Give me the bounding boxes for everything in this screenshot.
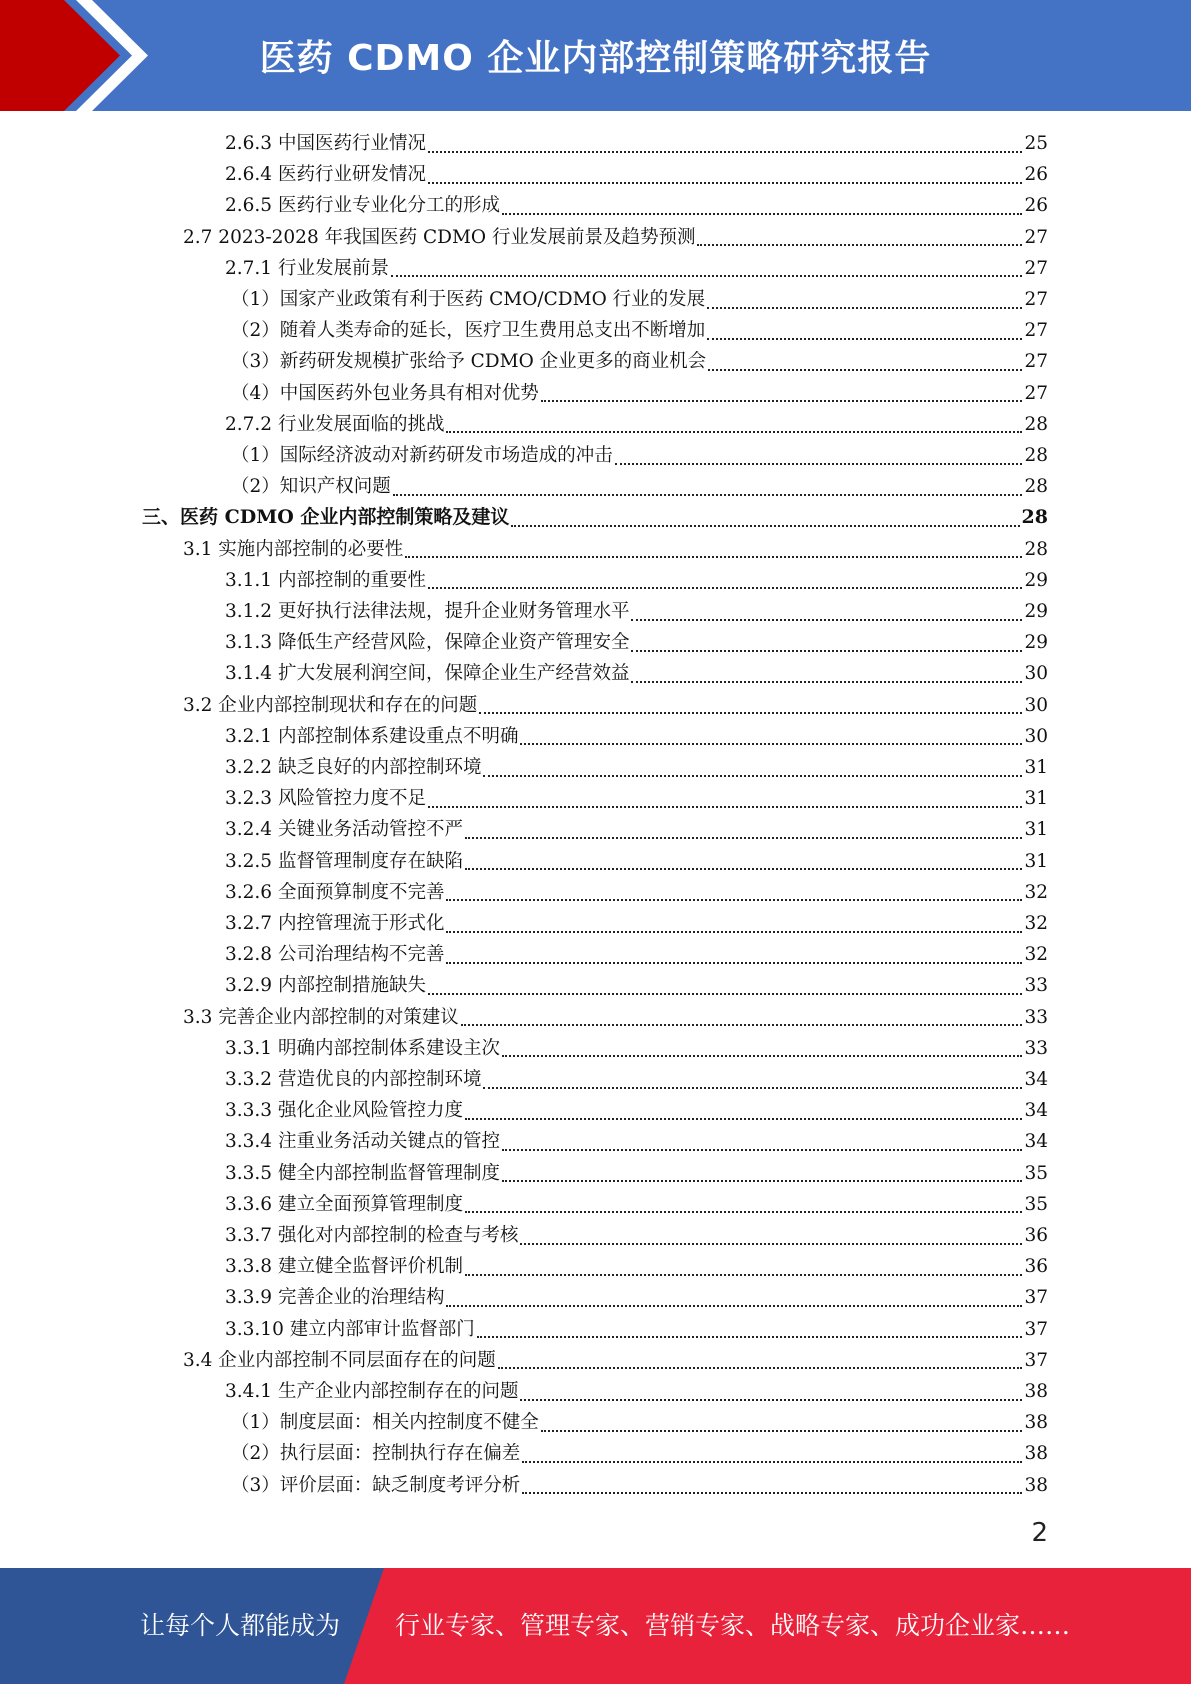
toc-entry-page: 30 [1024,725,1048,747]
toc-entry-label: 3.2.5 监督管理制度存在缺陷 [225,850,463,872]
toc-entry[interactable] [225,596,1048,627]
toc-entry[interactable] [225,190,1048,221]
toc-entry-page: 26 [1024,195,1048,217]
toc-dot-leader [461,1024,1023,1026]
toc-entry[interactable] [231,440,1048,471]
toc-entry[interactable] [225,846,1048,877]
toc-entry-page: 28 [1024,538,1048,560]
toc-entry-page: 29 [1024,569,1048,591]
toc-entry[interactable] [225,253,1048,284]
toc-entry[interactable] [225,752,1048,783]
toc-entry[interactable] [225,908,1048,939]
toc-entry-label: （3）评价层面：缺乏制度考评分析 [231,1474,521,1496]
toc-entry-page: 38 [1024,1381,1048,1402]
toc-dot-leader [405,556,1022,558]
toc-entry-label: （4）中国医药外包业务具有相对优势 [231,382,539,404]
toc-dot-leader [541,400,1023,402]
toc-dot-leader [446,899,1022,901]
toc-entry-page: 33 [1024,1037,1048,1059]
toc-dot-leader [428,806,1022,808]
toc-entry-page: 29 [1024,601,1048,622]
toc-entry-label: 3.3.10 建立内部审计监督部门 [225,1318,475,1340]
footer-slogan-left: 让每个人都能成为 [140,1611,341,1640]
toc-entry[interactable] [225,1282,1048,1313]
toc-dot-leader [483,775,1022,777]
toc-entry-label: 2.6.3 中国医药行业情况 [225,133,426,154]
toc-dot-leader [520,743,1022,745]
toc-dot-leader [465,868,1022,870]
toc-entry-page: 34 [1024,1069,1048,1090]
toc-entry-label: 3.1.1 内部控制的重要性 [225,569,426,591]
toc-entry-page: 35 [1024,1162,1048,1184]
toc-entry-page: 31 [1024,850,1048,872]
toc-entry-page: 28 [1024,476,1048,498]
toc-entry-page: 37 [1024,1349,1048,1371]
toc-entry-label: （1）国际经济波动对新药研发市场造成的冲击 [231,445,613,466]
toc-dot-leader [502,213,1022,215]
toc-entry-page: 28 [1024,413,1048,435]
toc-entry-label: 2.6.4 医药行业研发情况 [225,164,426,186]
toc-entry-page: 33 [1024,1006,1048,1028]
toc-entry-page: 32 [1024,913,1048,934]
toc-entry[interactable] [231,1438,1048,1469]
toc-entry-label: 2.7.2 行业发展面临的挑战 [225,413,445,435]
toc-entry-label: （3）新药研发规模扩张给予 CDMO 企业更多的商业机会 [231,351,707,373]
toc-dot-leader [707,307,1022,309]
toc-entry[interactable] [231,378,1048,409]
toc-entry-label: 3.3.7 强化对内部控制的检查与考核 [225,1225,519,1246]
report-title: 医药 CDMO 企业内部控制策略研究报告 [259,38,932,79]
toc-dot-leader [477,1336,1023,1338]
toc-entry-label: 3.2.9 内部控制措施缺失 [225,975,426,997]
toc-entry[interactable] [225,1064,1048,1095]
toc-entry[interactable] [225,409,1048,440]
toc-dot-leader [502,1055,1022,1057]
toc-entry[interactable] [225,1158,1048,1189]
toc-entry-page: 38 [1024,1474,1048,1496]
toc-entry[interactable] [225,658,1048,689]
toc-entry-label: 3.4.1 生产企业内部控制存在的问题 [225,1381,519,1402]
toc-entry-page: 31 [1024,788,1048,810]
toc-dot-leader [615,463,1023,465]
toc-entry-page: 26 [1024,164,1048,186]
toc-dot-leader [498,1367,1023,1369]
toc-entry[interactable] [225,1220,1048,1251]
toc-entry-label: （2）随着人类寿命的延长，医疗卫生费用总支出不断增加 [231,320,706,342]
toc-entry-page: 34 [1024,1100,1048,1122]
toc-entry-label: （2）知识产权问题 [231,476,391,498]
toc-entry-label: 3.3 完善企业内部控制的对策建议 [183,1006,459,1028]
toc-entry-page: 27 [1024,382,1048,404]
toc-dot-leader [446,962,1022,964]
toc-dot-leader [502,1149,1022,1151]
toc-entry[interactable] [231,284,1048,315]
toc-entry-label: 3.2.3 风险管控力度不足 [225,788,426,810]
toc-entry-page: 27 [1024,351,1048,373]
toc-entry[interactable] [142,502,1048,533]
toc-entry-page: 35 [1024,1193,1048,1215]
toc-dot-leader [520,1399,1022,1401]
toc-entry-page: 37 [1024,1287,1048,1309]
toc-entry-page: 27 [1024,289,1048,310]
page-number: 2 [1031,1518,1048,1548]
toc-dot-leader [707,338,1022,340]
toc-entry-label: （1）国家产业政策有利于医药 CMO/CDMO 行业的发展 [231,289,706,310]
toc-entry-label: （2）执行层面：控制执行存在偏差 [231,1443,521,1465]
toc-entry-label: 3.3.6 建立全面预算管理制度 [225,1193,463,1215]
toc-entry-page: 29 [1024,632,1048,654]
toc-dot-leader [708,369,1022,371]
toc-entry-label: 3.1 实施内部控制的必要性 [183,538,404,560]
toc-dot-leader [479,712,1022,714]
toc-entry-label: 3.2.1 内部控制体系建设重点不明确 [225,725,519,747]
toc-entry-page: 27 [1024,257,1048,279]
footer-slogan-right: 行业专家、管理专家、营销专家、战略专家、成功企业家…… [395,1611,1071,1640]
toc-entry[interactable] [183,690,1048,721]
toc-entry-label: 3.3.8 建立健全监督评价机制 [225,1256,463,1278]
toc-entry-label: 三、医药 CDMO 企业内部控制策略及建议 [142,506,510,529]
toc-entry[interactable] [225,783,1048,814]
toc-entry-page: 30 [1024,694,1048,716]
toc-entry-page: 36 [1024,1256,1048,1278]
toc-dot-leader [428,182,1022,184]
toc-entry-label: 2.7.1 行业发展前景 [225,257,389,279]
toc-dot-leader [446,931,1022,933]
toc-dot-leader [522,1461,1022,1463]
toc-entry-label: 3.2.8 公司治理结构不完善 [225,944,445,966]
toc-dot-leader [502,1180,1022,1182]
toc-entry[interactable] [183,1345,1048,1376]
toc-entry-label: 3.2.7 内控管理流于形式化 [225,913,445,934]
toc-entry[interactable] [225,814,1048,845]
toc-entry-label: 3.1.4 扩大发展利润空间，保障企业生产经营效益 [225,663,630,685]
toc-dot-leader [520,1243,1022,1245]
toc-dot-leader [541,1430,1023,1432]
toc-dot-leader [465,837,1022,839]
header-banner [0,0,1191,111]
toc-entry-label: 3.3.4 注重业务活动关键点的管控 [225,1131,500,1153]
toc-entry[interactable] [183,534,1048,565]
toc-entry-label: 3.2.4 关键业务活动管控不严 [225,819,463,841]
toc-entry-page: 38 [1024,1412,1048,1434]
toc-dot-leader [446,1305,1022,1307]
toc-entry-page: 38 [1024,1443,1048,1465]
toc-dot-leader [697,244,1022,246]
toc-entry-label: 3.4 企业内部控制不同层面存在的问题 [183,1349,496,1371]
toc-entry[interactable] [225,627,1048,658]
toc-entry[interactable] [231,315,1048,346]
toc-entry-label: 2.7 2023-2028 年我国医药 CDMO 行业发展前景及趋势预测 [183,226,696,248]
toc-dot-leader [511,525,1019,527]
toc-entry[interactable] [231,346,1048,377]
toc-entry[interactable] [225,721,1048,752]
toc-dot-leader [465,1211,1022,1213]
toc-entry-page: 32 [1024,881,1048,903]
toc-entry[interactable] [225,1189,1048,1220]
toc-entry[interactable] [225,1314,1048,1345]
toc-entry-page: 31 [1024,819,1048,841]
toc-entry-page: 27 [1024,320,1048,342]
toc-entry[interactable] [231,1470,1048,1501]
footer-banner [0,1568,1191,1684]
toc-entry-page: 25 [1024,133,1048,154]
toc-entry[interactable] [225,877,1048,908]
toc-entry-label: 3.3.5 健全内部控制监督管理制度 [225,1162,500,1184]
toc-entry[interactable] [225,1376,1048,1407]
toc-entry[interactable] [183,222,1048,253]
toc-entry[interactable] [183,1002,1048,1033]
toc-entry[interactable] [225,939,1048,970]
toc-dot-leader [631,681,1022,683]
toc-entry-label: 3.2.2 缺乏良好的内部控制环境 [225,757,482,778]
toc-dot-leader [631,619,1022,621]
toc-entry[interactable] [231,471,1048,502]
toc-entry-page: 32 [1024,944,1048,966]
toc-entry-label: 3.1.2 更好执行法律法规，提升企业财务管理水平 [225,601,630,622]
toc-entry-label: 3.2 企业内部控制现状和存在的问题 [183,694,478,716]
toc-entry-label: 3.3.3 强化企业风险管控力度 [225,1100,463,1122]
toc-entry-page: 33 [1024,975,1048,997]
toc-entry-page: 27 [1024,226,1048,248]
toc-entry-page: 36 [1024,1225,1048,1246]
toc-dot-leader [631,650,1022,652]
toc-entry-page: 30 [1024,663,1048,685]
toc-entry[interactable] [225,1033,1048,1064]
toc-entry-page: 37 [1024,1318,1048,1340]
toc-dot-leader [428,151,1022,153]
toc-entry-page: 28 [1024,445,1048,466]
toc-entry-label: 3.1.3 降低生产经营风险，保障企业资产管理安全 [225,632,630,654]
toc-entry-label: 3.3.1 明确内部控制体系建设主次 [225,1037,500,1059]
toc-dot-leader [391,275,1022,277]
toc-entry[interactable] [225,159,1048,190]
toc-dot-leader [465,1274,1022,1276]
toc-dot-leader [393,494,1023,496]
toc-entry-label: 3.3.9 完善企业的治理结构 [225,1287,445,1309]
toc-entry-label: （1）制度层面：相关内控制度不健全 [231,1412,539,1434]
toc-dot-leader [446,431,1022,433]
toc-entry[interactable] [225,128,1048,159]
toc-entry-label: 3.3.2 营造优良的内部控制环境 [225,1069,482,1090]
toc-entry[interactable] [225,1126,1048,1157]
toc-entry[interactable] [225,1251,1048,1282]
toc-entry[interactable] [231,1407,1048,1438]
toc-dot-leader [483,1087,1022,1089]
toc-entry-page: 34 [1024,1131,1048,1153]
toc-entry-label: 2.6.5 医药行业专业化分工的形成 [225,195,500,217]
toc-entry[interactable] [225,565,1048,596]
toc-entry-page: 31 [1024,757,1048,778]
toc-entry-label: 3.2.6 全面预算制度不完善 [225,881,445,903]
toc-dot-leader [428,993,1022,995]
toc-entry[interactable] [225,1095,1048,1126]
toc-entry[interactable] [225,970,1048,1001]
toc-entry-page: 28 [1021,506,1048,529]
toc-dot-leader [428,587,1022,589]
toc-dot-leader [522,1492,1022,1494]
toc-dot-leader [465,1118,1022,1120]
